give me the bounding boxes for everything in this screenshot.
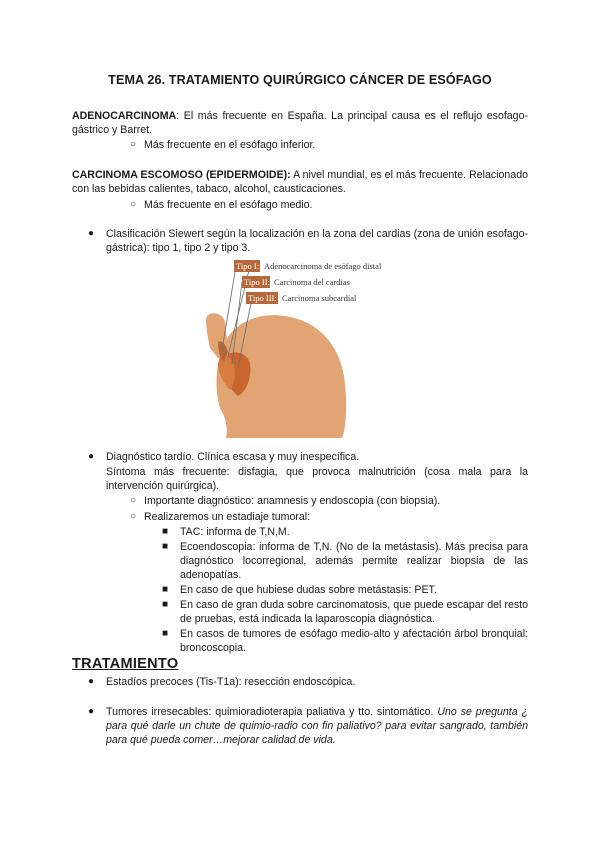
circle-bullet-icon: ○ bbox=[130, 495, 137, 506]
label-type-iii: Carcinoma subcardial bbox=[282, 293, 357, 303]
adenocarcinoma-paragraph bbox=[72, 109, 528, 137]
tratamiento-item-2-plain: Tumores irresecables: quimioradioterapia paliativa y tto. sintomático. bbox=[106, 706, 438, 718]
dot-bullet-icon: ● bbox=[88, 706, 95, 717]
tag-type-ii-text: Tipo II: bbox=[244, 277, 270, 287]
tag-type-i-text: Tipo I: bbox=[236, 261, 260, 271]
adenocarcinoma-term: ADENOCARCINOMA bbox=[72, 110, 177, 122]
siewert-figure bbox=[198, 258, 410, 438]
page-title: TEMA 26. TRATAMIENTO QUIRÚRGICO CÁNCER DE ESÓFAGO bbox=[108, 73, 492, 87]
label-type-i: Adenocarcinoma de esófago distal bbox=[264, 261, 382, 271]
dot-bullet-icon: ● bbox=[88, 676, 95, 687]
dot-bullet-icon: ● bbox=[88, 228, 95, 239]
escamoso-text: A nivel mundial, es el más frecuente. Relacionado con las bebidas calientes, tabaco, alcohol, causticaciones. bbox=[72, 169, 528, 195]
adenocarcinoma-text: : El más frecuente en España. La principal causa es el reflujo esofago-gástrico y Barret. bbox=[72, 110, 528, 136]
square-bullet-icon: ■ bbox=[162, 628, 169, 639]
dot-bullet-icon: ● bbox=[88, 451, 95, 462]
tratamiento-heading: TRATAMIENTO bbox=[72, 656, 179, 672]
escamoso-term: CARCINOMA ESCOMOSO (EPIDERMOIDE): bbox=[72, 169, 291, 181]
label-type-ii: Carcinoma del cardias bbox=[274, 277, 350, 287]
tag-type-iii-text: Tipo III: bbox=[248, 293, 277, 303]
square-bullet-icon: ■ bbox=[162, 526, 169, 537]
escamoso-paragraph bbox=[72, 168, 528, 196]
circle-bullet-icon: ○ bbox=[130, 139, 137, 150]
tratamiento-item-2-italic: Uno se pregunta ¿ para qué darle un chute de quimio-radio con fin paliativo? para evitar sangrado, también para qué pueda comer…mejorar calidad de vida. bbox=[106, 706, 529, 746]
square-bullet-icon: ■ bbox=[162, 541, 169, 552]
circle-bullet-icon: ○ bbox=[130, 199, 137, 210]
square-bullet-icon: ■ bbox=[162, 599, 169, 610]
circle-bullet-icon: ○ bbox=[130, 511, 137, 522]
square-bullet-icon: ■ bbox=[162, 584, 169, 595]
